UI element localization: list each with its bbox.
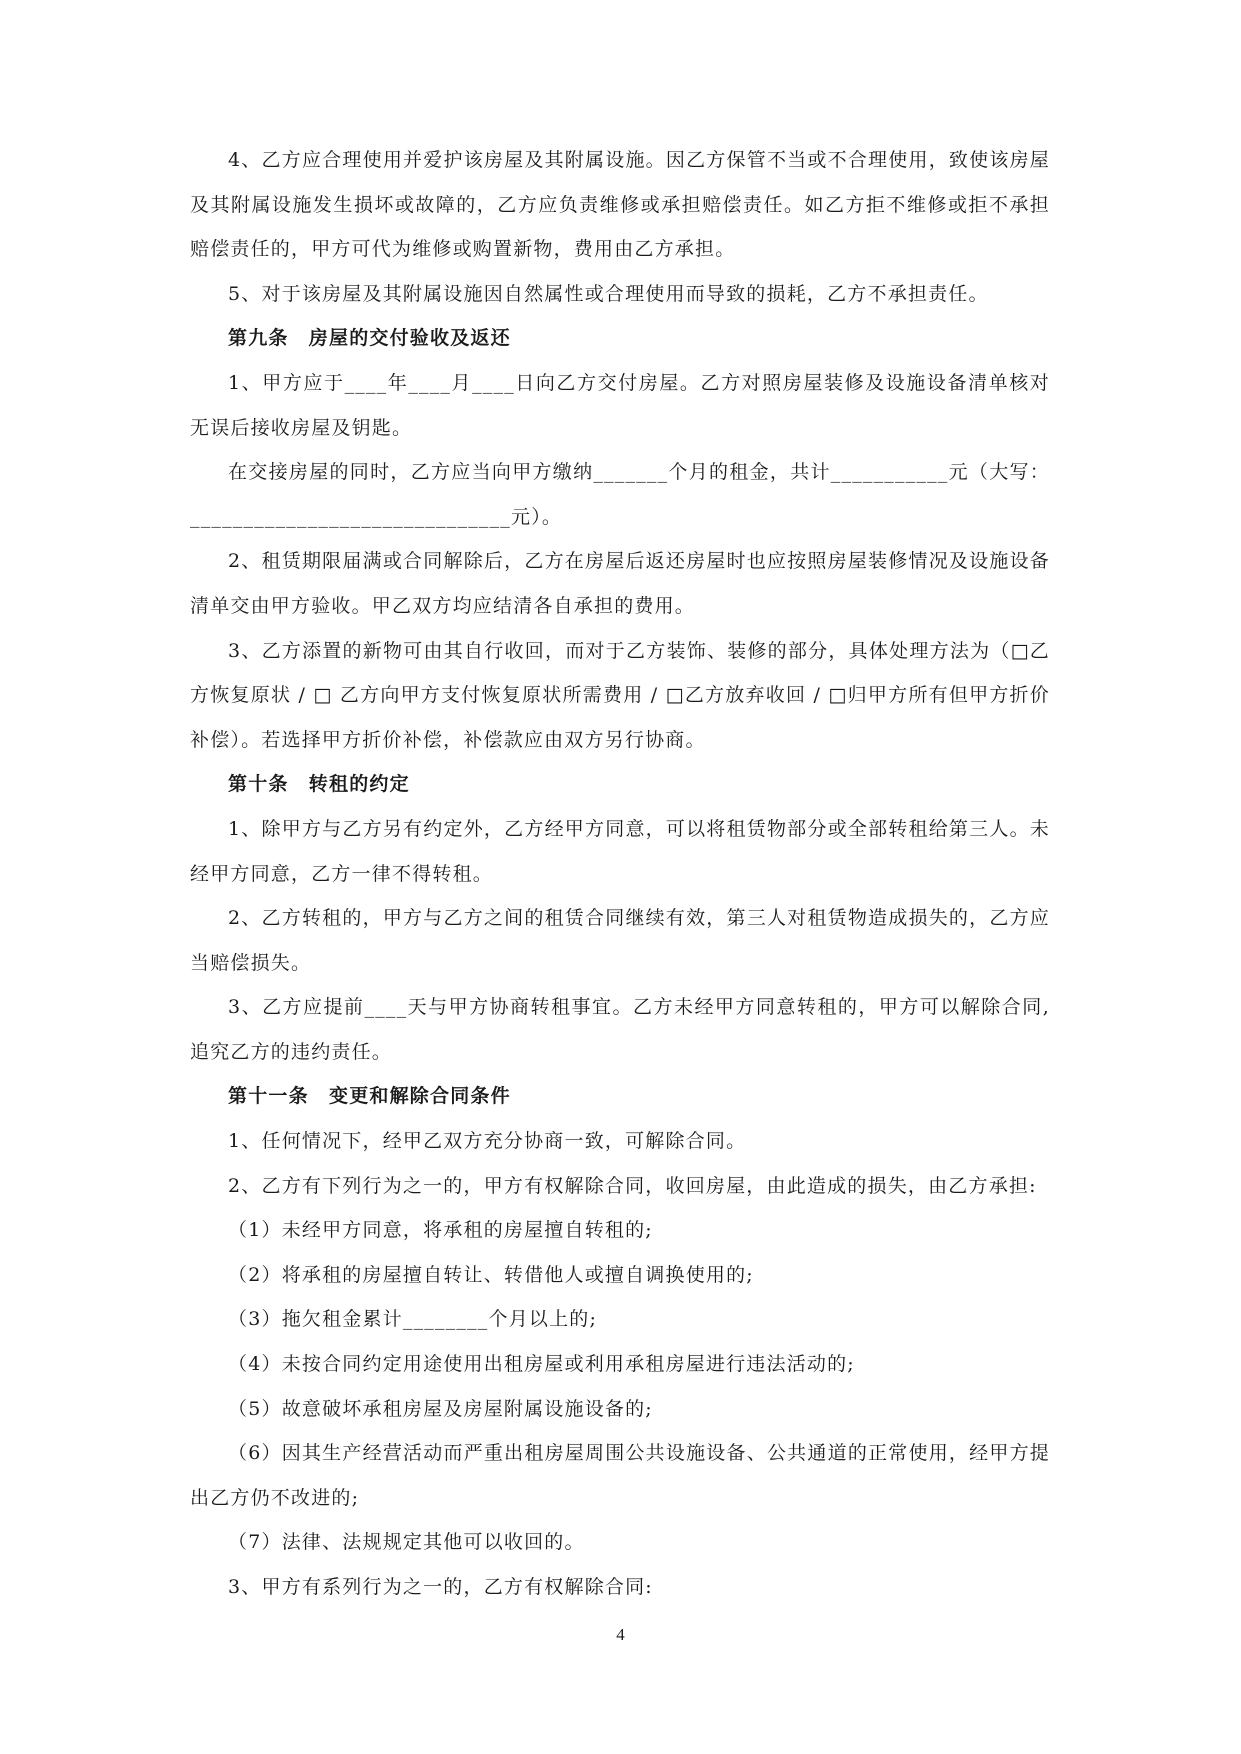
section-heading-11: 第十一条 变更和解除合同条件: [228, 1085, 511, 1108]
clause-9-item-3: 3、乙方添置的新物可由其自行收回，而对于乙方装饰、装修的部分，具体处理方法为（□乙方恢复原状 / □ 乙方向甲方支付恢复原状所需费用 / □乙方放弃收回 / □归甲方所有但甲方折价补偿）。若选择甲方折价补偿，补偿款应由双方另行协商。: [190, 639, 1050, 751]
clause-11-sub-6: （6）因其生产经营活动而严重出租房屋周围公共设施设备、公共通道的正常使用，经甲方提出乙方仍不改进的;: [190, 1442, 1050, 1509]
clause-8-item-4: 4、乙方应合理使用并爱护该房屋及其附属设施。因乙方保管不当或不合理使用，致使该房屋及其附属设施发生损坏或故障的，乙方应负责维修或承担赔偿责任。如乙方拒不维修或拒不承担赔偿责任的，甲方可代为维修或购置新物，费用由乙方承担。: [190, 149, 1050, 261]
document-body: [190, 138, 1050, 1610]
clause-8-item-5: 5、对于该房屋及其附属设施因自然属性或合理使用而导致的损耗，乙方不承担责任。: [228, 282, 989, 305]
clause-11-sub-4: （4）未按合同约定用途使用出租房屋或利用承租房屋进行违法活动的;: [228, 1353, 855, 1376]
section-heading-9: 第九条 房屋的交付验收及返还: [228, 327, 511, 350]
clause-10-item-2: 2、乙方转租的，甲方与乙方之间的租赁合同继续有效，第三人对租赁物造成损失的，乙方应当赔偿损失。: [190, 907, 1050, 974]
clause-11-sub-7: （7）法律、法规规定其他可以收回的。: [228, 1531, 585, 1554]
clause-11-item-2: 2、乙方有下列行为之一的，甲方有权解除合同，收回房屋，由此造成的损失，由乙方承担:: [228, 1174, 1037, 1197]
clause-10-item-1: 1、除甲方与乙方另有约定外，乙方经甲方同意，可以将租赁物部分或全部转租给第三人。未经甲方同意，乙方一律不得转租。: [190, 817, 1050, 885]
clause-11-sub-5: （5）故意破坏承租房屋及房屋附属设施设备的;: [228, 1397, 653, 1420]
page-number: 4: [616, 1625, 625, 1644]
section-heading-10: 第十条 转租的约定: [228, 773, 410, 796]
clause-11-item-1: 1、任何情况下，经甲乙双方充分协商一致，可解除合同。: [228, 1130, 747, 1153]
clause-11-item-3: 3、甲方有系列行为之一的，乙方有权解除合同:: [228, 1576, 653, 1598]
clause-9-item-1: 1、甲方应于____年____月____日向乙方交付房屋。乙方对照房屋装修及设施设备清单核对无误后接收房屋及钥匙。: [190, 371, 1050, 439]
clause-11-sub-3: （3）拖欠租金累计________个月以上的;: [228, 1308, 598, 1331]
clause-11-sub-1: （1）未经甲方同意，将承租的房屋擅自转租的;: [228, 1219, 653, 1242]
clause-9-item-2: 2、租赁期限届满或合同解除后，乙方在房屋后返还房屋时也应按照房屋装修情况及设施设备清单交由甲方验收。甲乙双方均应结清各自承担的费用。: [190, 550, 1050, 617]
clause-10-item-3: 3、乙方应提前____天与甲方协商转租事宜。乙方未经甲方同意转租的，甲方可以解除合同,追究乙方的违约责任。: [190, 996, 1050, 1063]
clause-11-sub-2: （2）将承租的房屋擅自转让、转借他人或擅自调换使用的;: [228, 1263, 754, 1286]
clause-9-item-1-rent: 在交接房屋的同时，乙方应当向甲方缴纳_______个月的租金，共计___________元（大写：______________________________元）。: [190, 461, 1050, 528]
